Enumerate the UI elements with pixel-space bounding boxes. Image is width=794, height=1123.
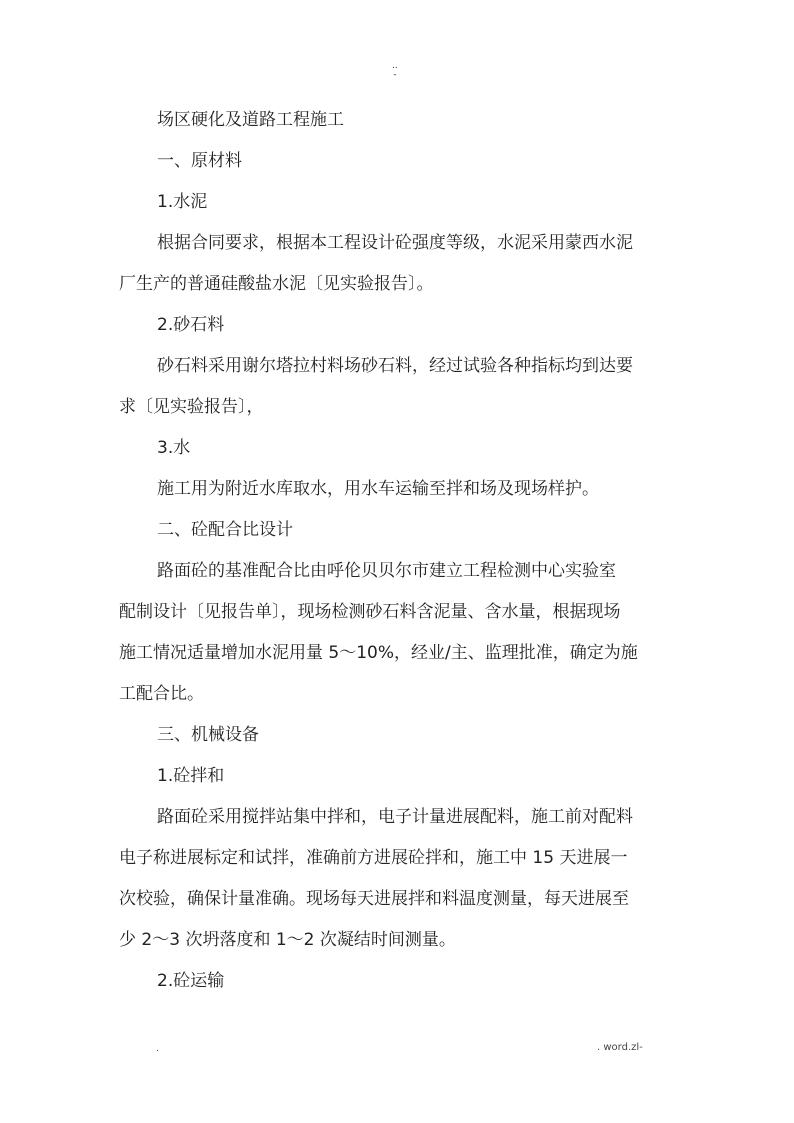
paragraph-line: 路面砼的基准配合比由呼伦贝贝尔市建立工程检测中心实验室: [157, 561, 616, 581]
header-mark-top: ..: [392, 61, 398, 71]
heading-machinery: 三、机械设备: [157, 725, 259, 745]
footer-watermark: . word.zl-: [597, 1042, 643, 1053]
paragraph-line: 路面砼采用搅拌站集中拌和，电子计量进展配料，施工前对配料: [157, 807, 633, 827]
subheading-cement: 1.水泥: [157, 192, 208, 212]
paragraph-line: 求〔见实验报告〕，: [119, 397, 264, 417]
subheading-water: 3.水: [157, 438, 191, 458]
paragraph-line: 根据合同要求，根据本工程设计砼强度等级，水泥采用蒙西水泥: [157, 233, 633, 253]
paragraph-line: 少 2～3 次坍落度和 1～2 次凝结时间测量。: [119, 930, 456, 950]
document-body: [119, 100, 676, 1002]
paragraph-line: 次校验，确保计量准确。现场每天进展拌和料温度测量，每天进展至: [119, 889, 629, 909]
header-mark: [392, 62, 398, 80]
subheading-mixing: 1.砼拌和: [157, 766, 225, 786]
paragraph-line: 工配合比。: [119, 684, 204, 704]
heading-mix-design: 二、砼配合比设计: [157, 520, 293, 540]
heading-raw-materials: 一、原材料: [157, 151, 242, 171]
paragraph-line: 砂石料采用谢尔塔拉村料场砂石料，经过试验各种指标均到达要: [157, 356, 633, 376]
paragraph-line: 电子称进展标定和试拌，准确前方进展砼拌和，施工中 15 天进展一: [119, 848, 628, 868]
paragraph-line: 厂生产的普通硅酸盐水泥〔见实验报告〕。: [119, 274, 434, 294]
footer-left-mark: .: [156, 1044, 159, 1054]
paragraph-line: 施工用为附近水库取水，用水车运输至拌和场及现场样护。: [157, 479, 599, 499]
section-title: 场区硬化及道路工程施工: [157, 110, 344, 130]
header-mark-bottom: -: [393, 70, 397, 80]
paragraph-line: 施工情况适量增加水泥用量 5～10%，经业/主、监理批准，确定为施: [119, 643, 638, 663]
subheading-aggregate: 2.砂石料: [157, 315, 225, 335]
subheading-transport: 2.砼运输: [157, 971, 225, 991]
paragraph-line: 配制设计〔见报告单〕，现场检测砂石料含泥量、含水量，根据现场: [119, 602, 621, 622]
